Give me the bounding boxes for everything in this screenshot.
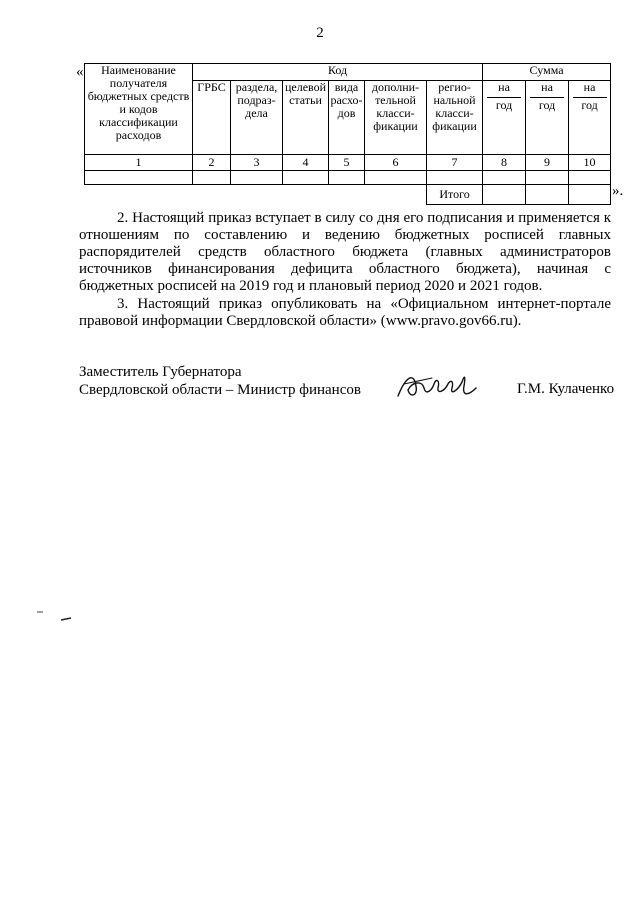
column-number: 10 <box>569 155 611 171</box>
column-numbers-row <box>85 155 611 171</box>
column-header-regional: регио-нальной класси-фикации <box>427 81 483 155</box>
table-cell <box>569 171 611 185</box>
column-number: 2 <box>193 155 231 171</box>
page-number: 2 <box>316 25 324 41</box>
table-cell <box>85 171 193 185</box>
budget-form-table <box>84 63 611 205</box>
column-number: 7 <box>427 155 483 171</box>
table-header-row-1 <box>85 64 611 81</box>
column-header-sum-year-2 <box>526 81 569 155</box>
column-number: 9 <box>526 155 569 171</box>
column-group-sum: Сумма <box>483 64 611 81</box>
column-group-code: Код <box>193 64 483 81</box>
column-header-name: Наименование получателя бюджетных средств и кодов классификации расходов <box>85 64 193 155</box>
column-header-section: раздела, подраз-дела <box>231 81 283 155</box>
paragraph-3 <box>79 296 611 330</box>
table-cell <box>231 171 283 185</box>
total-row-spacer <box>85 185 427 205</box>
column-number: 6 <box>365 155 427 171</box>
column-header-sum-year-1 <box>483 81 526 155</box>
handwritten-signature <box>392 366 482 404</box>
signatory-position-line-2: Свердловской области – Министр финансов <box>79 382 361 398</box>
column-header-grbs: ГРБС <box>193 81 231 155</box>
total-cell <box>483 185 526 205</box>
table-cell <box>526 171 569 185</box>
paragraph-2 <box>79 210 611 295</box>
paragraph-2-text: 2. Настоящий приказ вступает в силу со дня его подписания и применяется к отношениям по составлению и ведению бюджетных росписей главных распорядителей средств областного бюджета (главных администраторов источников финансирования дефицита областного бюджета), начиная с бюджетных росписей на 2019 год и плановый период 2020 и 2021 годов. <box>79 210 611 294</box>
column-number: 5 <box>329 155 365 171</box>
column-header-sum-year-3 <box>569 81 611 155</box>
total-label: Итого <box>427 185 483 205</box>
table-cell <box>365 171 427 185</box>
signatory-position-line-1: Заместитель Губернатора <box>79 364 242 380</box>
paragraph-3-text: 3. Настоящий приказ опубликовать на «Официальном интернет-портале правовой информации Свердловской области» (www.pravo.gov66.ru). <box>79 296 611 329</box>
column-header-target: целевой статьи <box>283 81 329 155</box>
table-cell <box>427 171 483 185</box>
table-cell <box>483 171 526 185</box>
column-number: 8 <box>483 155 526 171</box>
column-header-expense-type: вида расхо-дов <box>329 81 365 155</box>
total-cell <box>526 185 569 205</box>
sum-year-label: год <box>538 98 556 112</box>
scan-artifact-mark <box>37 610 77 622</box>
column-number: 4 <box>283 155 329 171</box>
opening-quote: « <box>76 64 84 80</box>
sum-on-label: на <box>498 80 510 94</box>
column-number: 1 <box>85 155 193 171</box>
table-cell <box>193 171 231 185</box>
empty-data-row <box>85 171 611 185</box>
column-header-additional: дополни-тельной класси-фикации <box>365 81 427 155</box>
sum-on-label: на <box>541 80 553 94</box>
signatory-position <box>79 363 361 399</box>
sum-year-label: год <box>495 98 513 112</box>
total-row <box>85 185 611 205</box>
signatory-name: Г.М. Кулаченко <box>517 381 615 397</box>
total-cell <box>569 185 611 205</box>
sum-on-label: на <box>583 80 596 94</box>
table-cell <box>329 171 365 185</box>
column-number: 3 <box>231 155 283 171</box>
sum-year-label: год <box>581 98 598 112</box>
closing-quote: ». <box>612 183 624 199</box>
table-cell <box>283 171 329 185</box>
